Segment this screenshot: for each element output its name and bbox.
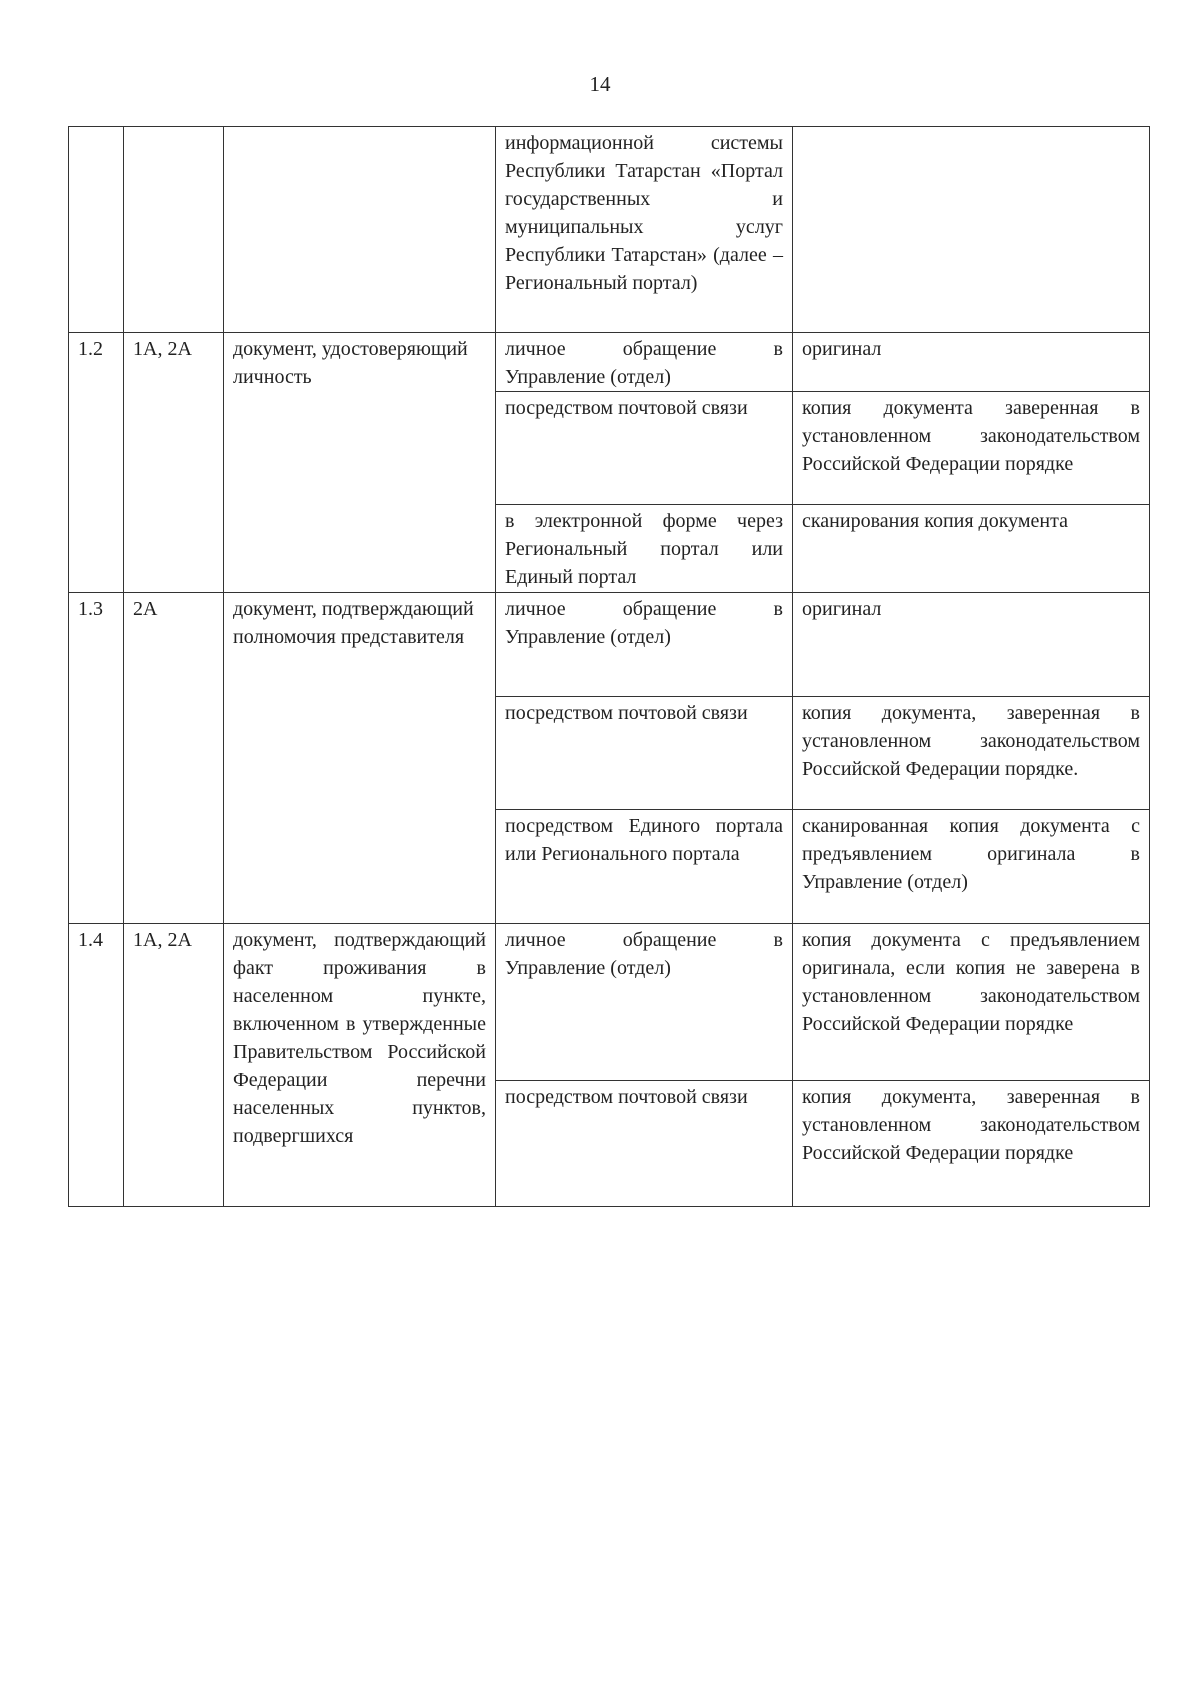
- document-cell: документ, подтверждающий факт проживания в населенном пункте, включенном в утвержденные Правительством Российской Федерации перечни населенных пунктов, подвергшихся: [224, 924, 496, 1207]
- row-number-cell: [69, 127, 124, 333]
- documents-table: [68, 126, 1150, 1207]
- method-cell: информационной системы Республики Татарстан «Портал государственных и муниципальных услуг Республики Татарстан» (далее – Региональный портал): [496, 127, 793, 333]
- document-cell: документ, удостоверяющий личность: [224, 333, 496, 593]
- category-cell: 1А, 2А: [124, 333, 224, 593]
- row-number-cell: 1.4: [69, 924, 124, 1207]
- method-cell: посредством почтовой связи: [496, 392, 793, 505]
- form-cell: оригинал: [793, 333, 1150, 392]
- form-cell: копия документа, заверенная в установленном законодательством Российской Федерации порядке: [793, 1081, 1150, 1207]
- row-number-cell: 1.2: [69, 333, 124, 593]
- table-row: [69, 593, 1150, 697]
- category-cell: 2А: [124, 593, 224, 924]
- table-row: [69, 127, 1150, 333]
- form-cell: оригинал: [793, 593, 1150, 697]
- form-cell: сканированная копия документа с предъявлением оригинала в Управление (отдел): [793, 810, 1150, 924]
- table-row: [69, 333, 1150, 392]
- document-cell: документ, подтверждающий полномочия представителя: [224, 593, 496, 924]
- method-cell: личное обращение в Управление (отдел): [496, 924, 793, 1081]
- method-cell: личное обращение в Управление (отдел): [496, 333, 793, 392]
- method-cell: личное обращение в Управление (отдел): [496, 593, 793, 697]
- form-cell: сканирования копия документа: [793, 505, 1150, 593]
- form-cell: копия документа, заверенная в установленном законодательством Российской Федерации порядке.: [793, 697, 1150, 810]
- form-cell: копия документа заверенная в установленном законодательством Российской Федерации порядке: [793, 392, 1150, 505]
- form-cell: копия документа с предъявлением оригинала, если копия не заверена в установленном законодательством Российской Федерации порядке: [793, 924, 1150, 1081]
- form-cell: [793, 127, 1150, 333]
- method-cell: посредством почтовой связи: [496, 697, 793, 810]
- method-cell: посредством Единого портала или Регионального портала: [496, 810, 793, 924]
- category-cell: 1А, 2А: [124, 924, 224, 1207]
- category-cell: [124, 127, 224, 333]
- row-number-cell: 1.3: [69, 593, 124, 924]
- page-number: 14: [589, 72, 611, 96]
- method-cell: посредством почтовой связи: [496, 1081, 793, 1207]
- method-cell: в электронной форме через Региональный портал или Единый портал: [496, 505, 793, 593]
- document-cell: [224, 127, 496, 333]
- table-row: [69, 924, 1150, 1081]
